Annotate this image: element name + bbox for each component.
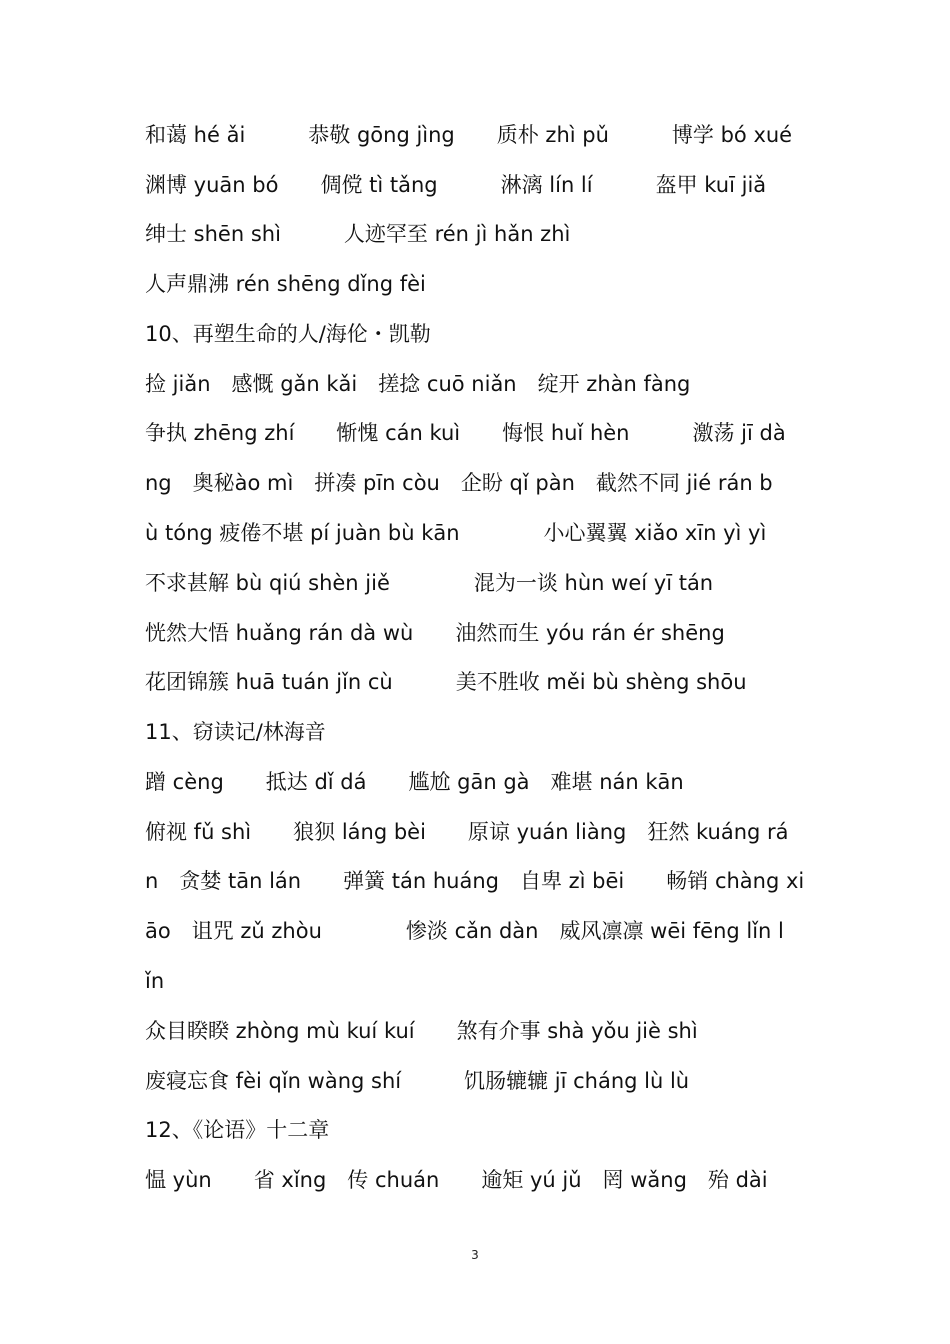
vocab-line: 不求甚解 bù qiú shèn jiě 混为一谈 hùn weí yī tán xyxy=(145,571,714,595)
vocab-line: 恍然大悟 huǎng rán dà wù 油然而生 yóu rán ér shēng xyxy=(145,621,725,645)
vocab-line: 俯视 fǔ shì 狼狈 láng bèi 原谅 yuán liàng 狂然 kuáng rá xyxy=(145,820,789,844)
section-heading: 10、再塑生命的人/海伦・凯勒 xyxy=(145,322,431,346)
vocab-line: 和蔼 hé ǎi 恭敬 gōng jìng 质朴 zhì pǔ 博学 bó xué xyxy=(145,123,793,147)
vocab-line: ng 奥秘ào mì 拼凑 pīn còu 企盼 qǐ pàn 截然不同 jié rán b xyxy=(145,471,773,495)
page-number: 3 xyxy=(471,1248,479,1262)
vocab-line: 人声鼎沸 rén shēng dǐng fèi xyxy=(145,272,426,296)
vocab-line: āo 诅咒 zǔ zhòu 惨淡 cǎn dàn 威风凛凛 wēi fēng lǐn l xyxy=(145,919,784,943)
vocab-line: 争执 zhēng zhí 惭愧 cán kuì 悔恨 huǐ hèn 激荡 jī dà xyxy=(145,421,786,445)
vocab-line: 渊博 yuān bó 倜傥 tì tǎng 淋漓 lín lí 盔甲 kuī jiǎ xyxy=(145,173,767,197)
vocab-line: 花团锦簇 huā tuán jǐn cù 美不胜收 měi bù shèng shōu xyxy=(145,670,747,694)
vocab-line: ù tóng 疲倦不堪 pí juàn bù kān 小心翼翼 xiǎo xīn yì yì xyxy=(145,521,767,545)
vocab-line: n 贪婪 tān lán 弹簧 tán huáng 自卑 zì bēi 畅销 chàng xi xyxy=(145,869,805,893)
vocab-line: 捡 jiǎn 感慨 gǎn kǎi 搓捻 cuō niǎn 绽开 zhàn fàng xyxy=(145,372,691,396)
vocab-line: ǐn xyxy=(145,969,165,993)
vocab-line: 愠 yùn 省 xǐng 传 chuán 逾矩 yú jǔ 罔 wǎng 殆 dài xyxy=(145,1168,768,1192)
vocab-line: 废寝忘食 fèi qǐn wàng shí 饥肠辘辘 jī cháng lù lù xyxy=(145,1069,690,1093)
section-heading: 12、《论语》十二章 xyxy=(145,1118,330,1142)
vocab-line: 众目睽睽 zhòng mù kuí kuí 煞有介事 shà yǒu jiè shì xyxy=(145,1019,698,1043)
section-heading: 11、窃读记/林海音 xyxy=(145,720,326,744)
vocab-line: 绅士 shēn shì 人迹罕至 rén jì hǎn zhì xyxy=(145,222,571,246)
vocab-line: 蹭 cèng 抵达 dǐ dá 尴尬 gān gà 难堪 nán kān xyxy=(145,770,684,794)
